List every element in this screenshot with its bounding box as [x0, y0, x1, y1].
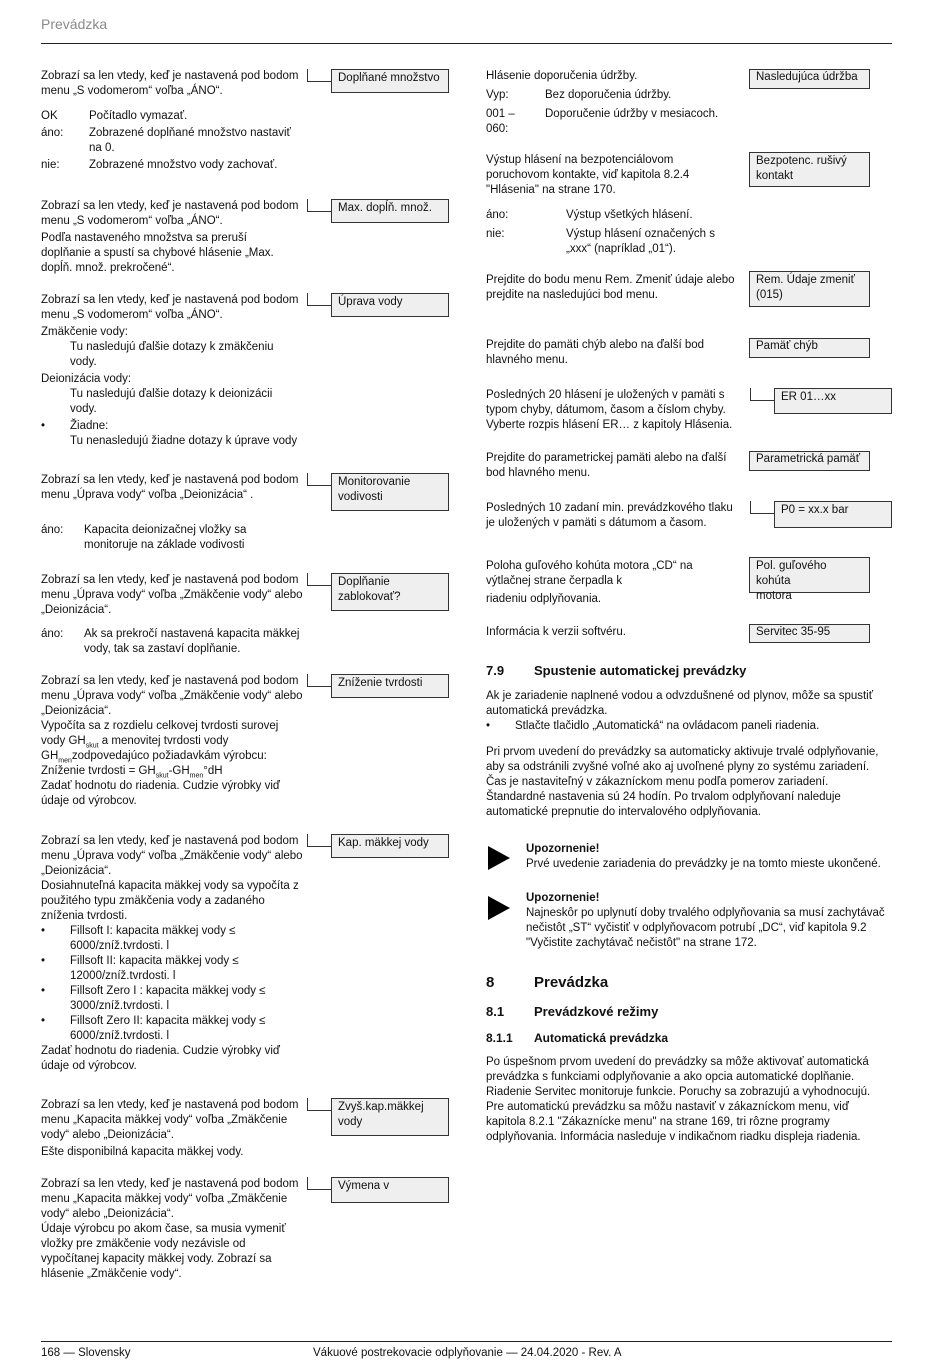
- connector-line: [307, 1177, 332, 1190]
- block-text: Zobrazí sa len vtedy, keď je nastavená pod bodom menu „Kapacita mäkkej vody“ voľba „Zmäkčenie vody“ alebo „Deionizácia“.: [41, 1099, 299, 1141]
- block-text: Zobrazí sa len vtedy, keď je nastavená pod bodom menu „Úprava vody“ voľba „Deionizácia“ .: [41, 474, 299, 501]
- block-text: Poloha guľového kohúta motora „CD“ na výtlačnej strane čerpadla k: [486, 560, 693, 587]
- block-text: Výstup hlásení na bezpotenciálovom poruchovom kontakte, viď kapitola 8.2.4 "Hlásenia" na strane 170.: [486, 154, 690, 196]
- connector-line: [750, 388, 775, 401]
- list-item: • Fillsoft II: kapacita mäkkej vody ≤ 12000/zníž.tvrdosti. l: [41, 955, 239, 982]
- block-uprava-vody: Zobrazí sa len vtedy, keď je nastavená pod bodom menu „S vodomerom“ voľba „ÁNO“. Zmäkčenie vody: Tu nasledujú ďalšie dotazy k zmäkčeniu vody. Deionizácia vody: Tu nasledujú ďalšie dotazy k deionizácii vody. • Žiadne: Tu nenasledujú žiadne dotazy k úprave vody: [41, 294, 299, 447]
- section-heading-8-1: 8.1 Prevádzkové režimy: [486, 1004, 659, 1019]
- block-text: Prejdite do bodu menu Rem. Zmeniť údaje alebo prejdite na nasledujúci bod menu.: [486, 274, 735, 301]
- menu-box-parametricka: Parametrická pamäť: [749, 451, 870, 471]
- menu-box-max-doplnane: Max. dopĺň. množ.: [331, 199, 449, 223]
- connector-line: [750, 501, 775, 514]
- menu-box-servitec: Servitec 35-95: [749, 624, 870, 643]
- menu-box-zvys-kap: Zvyš.kap.mäkkej vody: [331, 1098, 449, 1136]
- connector-line: [307, 69, 332, 82]
- menu-box-gulovy-kohut: Pol. guľového kohúta motora: [749, 557, 870, 593]
- list-item: • Fillsoft I: kapacita mäkkej vody ≤ 6000/zníž.tvrdosti. l: [41, 925, 236, 952]
- block-text: Zobrazí sa len vtedy, keď je nastavená pod bodom menu „Úprava vody“ voľba „Zmäkčenie vody“ alebo „Deionizácia“.: [41, 574, 303, 616]
- block-text: Prejdite do parametrickej pamäti alebo na ďalší bod hlavného menu.: [486, 452, 727, 479]
- menu-box-doplnanie-zablokovat: Doplňanie zablokovať?: [331, 573, 449, 611]
- connector-line: [307, 834, 332, 847]
- section-heading-7-9: 7.9 Spustenie automatickej prevádzky: [486, 663, 747, 678]
- block-monitorovanie: Zobrazí sa len vtedy, keď je nastavená pod bodom menu „Úprava vody“ voľba „Deionizácia“ . áno: Kapacita deionizačnej vložky sa monitoruje na základe vodivosti: [41, 473, 303, 553]
- menu-box-kap-makkej-vody: Kap. mäkkej vody: [331, 834, 449, 858]
- note-2: Upozornenie! Najneskôr po uplynutí doby trvalého odplyňovania sa musí zachytávač nečistôt „ST“ vyčistiť v odplyňovacom potrubí „DC“, viď kapitola 9.2 "Vyčistite zachytávač nečistôt" na strane 172.: [526, 892, 885, 949]
- block-parametricka: [486, 451, 738, 481]
- menu-box-rem-udaje: Rem. Údaje zmeniť (015): [749, 271, 870, 307]
- option-row: nie: Zobrazené množstvo vody zachovať.: [41, 159, 278, 171]
- option-row: OK Počítadlo vymazať.: [41, 110, 188, 122]
- connector-line: [307, 1098, 332, 1111]
- section-heading-8-1-1: 8.1.1 Automatická prevádzka: [486, 1031, 669, 1045]
- note-arrow-icon: [488, 846, 510, 870]
- block-vymena: Zobrazí sa len vtedy, keď je nastavená pod bodom menu „Kapacita mäkkej vody“ voľba „Zmäkčenie vody“ alebo „Deionizácia“. Údaje výrobcu po akom čase, sa musia vymeniť vložky pre zmäkčenie vody nezávisle od vypočítanej kapacity mäkkej vody. Zobrazí sa hlásenie „Zmäkčenie vody“.: [41, 1177, 303, 1282]
- block-kap-makkej-vody: Zobrazí sa len vtedy, keď je nastavená pod bodom menu „Úprava vody“ voľba „Zmäkčenie vody“ alebo „Deionizácia“. Dosiahnuteľná kapacita mäkkej vody sa vypočíta z použitého typu zmäkčenia vody a zadaného zníženia tvrdosti. • Fillsoft I: kapacita mäkkej vody ≤ 6000/zníž.tvrdosti. l • Fillsoft II: kapacita mäkkej vody ≤ 12000/zníž.tvrdosti. l • Fillsoft Zero I : kapacita mäkkej vody ≤ 3000/zníž.tvrdosti. l • Fillsoft Zero II: kapacita mäkkej vody ≤ 6000/zníž.tvrdosti. l Zadať hodnotu do riadenia. Cudzie výrobky viď údaje od výrobcov.: [41, 835, 303, 1072]
- menu-box-p0: P0 = xx.x bar: [774, 501, 892, 528]
- block-text: Zobrazí sa len vtedy, keď je nastavená pod bodom menu „Úprava vody“ voľba „Zmäkčenie vody“ alebo „Deionizácia“.: [41, 835, 303, 877]
- block-text: Zobrazí sa len vtedy, keď je nastavená pod bodom menu „S vodomerom“ voľba „ÁNO“.: [41, 294, 299, 321]
- block-doplnane-mnozstvo: [41, 69, 299, 173]
- block-er: [486, 388, 738, 433]
- list-item: • Fillsoft Zero I : kapacita mäkkej vody ≤ 3000/zníž.tvrdosti. l: [41, 985, 266, 1012]
- block-bezpotenc: Výstup hlásení na bezpotenciálovom poruchovom kontakte, viď kapitola 8.2.4 "Hlásenia" na strane 170. áno: Výstup všetkých hlásení. nie: Výstup hlásení označených s „xxx“ (napríklad „01“).: [486, 153, 738, 257]
- block-doplnanie-zablokovat: Zobrazí sa len vtedy, keď je nastavená pod bodom menu „Úprava vody“ voľba „Zmäkčenie vody“ alebo „Deionizácia“. áno: Ak sa prekročí nastavená kapacita mäkkej vody, tak sa zastaví doplňanie.: [41, 574, 303, 655]
- block-text: Prejdite do pamäti chýb alebo na ďalší bod hlavného menu.: [486, 339, 705, 366]
- connector-line: [307, 473, 332, 486]
- block-text: Hlásenie doporučenia údržby.: [486, 70, 638, 82]
- block-rem-udaje: [486, 273, 738, 303]
- connector-line: [307, 573, 332, 586]
- list-item: • Stlačte tlačidlo „Automatická“ na ovládacom paneli riadenia.: [486, 720, 820, 732]
- menu-box-bezpotenc: Bezpotenc. rušivý kontakt: [749, 152, 870, 187]
- block-text: Zobrazí sa len vtedy, keď je nastavená pod bodom menu „S vodomerom“ voľba „ÁNO“.: [41, 200, 299, 227]
- footer-page: 168 — Slovensky: [41, 1347, 131, 1359]
- connector-line: [307, 293, 332, 306]
- menu-box-er: ER 01…xx: [774, 388, 892, 414]
- note-arrow-icon: [488, 896, 510, 920]
- menu-box-pamat-chyb: Pamäť chýb: [749, 338, 870, 358]
- footer-title: Vákuové postrekovacie odplyňovanie — 24.04.2020 - Rev. A: [313, 1347, 622, 1359]
- menu-box-uprava-vody: Úprava vody: [331, 293, 449, 317]
- block-pamat-chyb: [486, 338, 738, 368]
- list-item: • Fillsoft Zero II: kapacita mäkkej vody ≤ 6000/zníž.tvrdosti. l: [41, 1015, 266, 1042]
- block-max-doplnane: [41, 199, 299, 276]
- menu-box-znizenie-tvrdosti: Zníženie tvrdosti: [331, 674, 449, 698]
- page-header-section: Prevádzka: [41, 16, 108, 32]
- header-divider: [41, 43, 892, 44]
- menu-box-monitorovanie: Monitorovanie vodivosti: [331, 473, 449, 511]
- connector-line: [307, 199, 332, 212]
- note-1: Upozornenie! Prvé uvedenie zariadenia do prevádzky je na tomto mieste ukončené.: [526, 843, 881, 870]
- option-row: áno: Zobrazené doplňané množstvo nastaviť na 0.: [41, 127, 291, 154]
- block-text: Podľa nastaveného množstva sa preruší doplňanie a spustí sa chybové hlásenie „Max. dopĺň. množ. prekročené“.: [41, 232, 274, 274]
- section-heading-8: 8 Prevádzka: [486, 974, 609, 991]
- menu-box-vymena: Výmena v: [331, 1177, 449, 1203]
- block-servitec: [486, 625, 738, 640]
- block-znizenie-tvrdosti: Zobrazí sa len vtedy, keď je nastavená pod bodom menu „Úprava vody“ voľba „Zmäkčenie vody“ alebo „Deionizácia“. Vypočíta sa z rozdielu celkovej tvrdosti surovej vody $GH_{skut}$ a menovitej tvrdosti vody $GH_{men}zodpovedajúco$ požiadavkám výrobcu: Zníženie tvrdosti = $GH_{skut}-GH_{men}^\circ dH$ Zadať hodnotu do riadenia. Cudzie výrobky viď údaje od výrobcov.: [41, 675, 303, 807]
- footer-divider: [41, 1341, 892, 1342]
- block-gulovy-kohut: Poloha guľového kohúta motora „CD“ na výtlačnej strane čerpadla k riadeniu odplyňovania.: [486, 559, 740, 607]
- block-text: Posledných 20 hlásení je uložených v pamäti s typom chyby, dátumom, časom a číslom chyby. Vyberte rozpis hlásení ER… z kapitoly Hlásenia.: [486, 389, 733, 431]
- section-8-1-1-body: Po úspešnom prvom uvedení do prevádzky sa môže aktivovať automatická prevádzka s funkciami odplyňovanie a ako opcia automatické doplňanie. Riadenie Servitec monitoruje funkcie. Poruchy sa zobrazujú a vyhodnocujú. Pre automatickú prevádzku sa môžu nastaviť v zákazníckom menu, viď kapitola 8.2.1 "Zákaznícke menu" na strane 169, tri rôzne programy odplyňovania. Informácia nasleduje v indikačnom riadku displeja riadenia.: [486, 1056, 871, 1143]
- block-text: Posledných 10 zadaní min. prevádzkového tlaku je uložených v pamäti s dátumom a časom.: [486, 502, 733, 529]
- menu-box-nasledujuca-udrzba: Nasledujúca údržba: [749, 69, 870, 89]
- block-zvys-kap: Zobrazí sa len vtedy, keď je nastavená pod bodom menu „Kapacita mäkkej vody“ voľba „Zmäkčenie vody“ alebo „Deionizácia“. Ešte disponibilná kapacita mäkkej vody.: [41, 1098, 303, 1160]
- block-p0: [486, 501, 740, 531]
- menu-box-doplnane-mnozstvo: Doplňané množstvo: [331, 69, 449, 93]
- block-text: Zobrazí sa len vtedy, keď je nastavená pod bodom menu „Úprava vody“ voľba „Zmäkčenie vody“ alebo „Deionizácia“.: [41, 675, 303, 717]
- block-text: Zobrazí sa len vtedy, keď je nastavená pod bodom menu „S vodomerom“ voľba „ÁNO“.: [41, 70, 299, 97]
- section-7-9-body: Ak je zariadenie naplnené vodou a odvzdušnené od plynov, môže sa spustiť automatická prevádzka. • Stlačte tlačidlo „Automatická“ na ovládacom paneli riadenia. Pri prvom uvedení do prevádzky sa automaticky aktivuje trvalé odplyňovanie, aby sa odstránili zvyšné voľné ako aj uvoľnené plyny zo systému zariadení. Čas je nastaviteľný v zákazníckom menu podľa pomerov zariadení. Štandardné nastavenia sú 24 hodín. Po trvalom odplyňovaní naleduje automatické prepnutie do intervalového odplyňovania.: [486, 689, 888, 820]
- block-nasledujuca-udrzba: Hlásenie doporučenia údržby. Vyp: Bez doporučenia údržby. 001 – 060: Doporučenie údržby v mesiacoch.: [486, 69, 736, 137]
- connector-line: [307, 674, 332, 687]
- block-text: Informácia k verzii softvéru.: [486, 626, 626, 638]
- block-text: Zobrazí sa len vtedy, keď je nastavená pod bodom menu „Kapacita mäkkej vody“ voľba „Zmäkčenie vody“ alebo „Deionizácia“.: [41, 1178, 299, 1220]
